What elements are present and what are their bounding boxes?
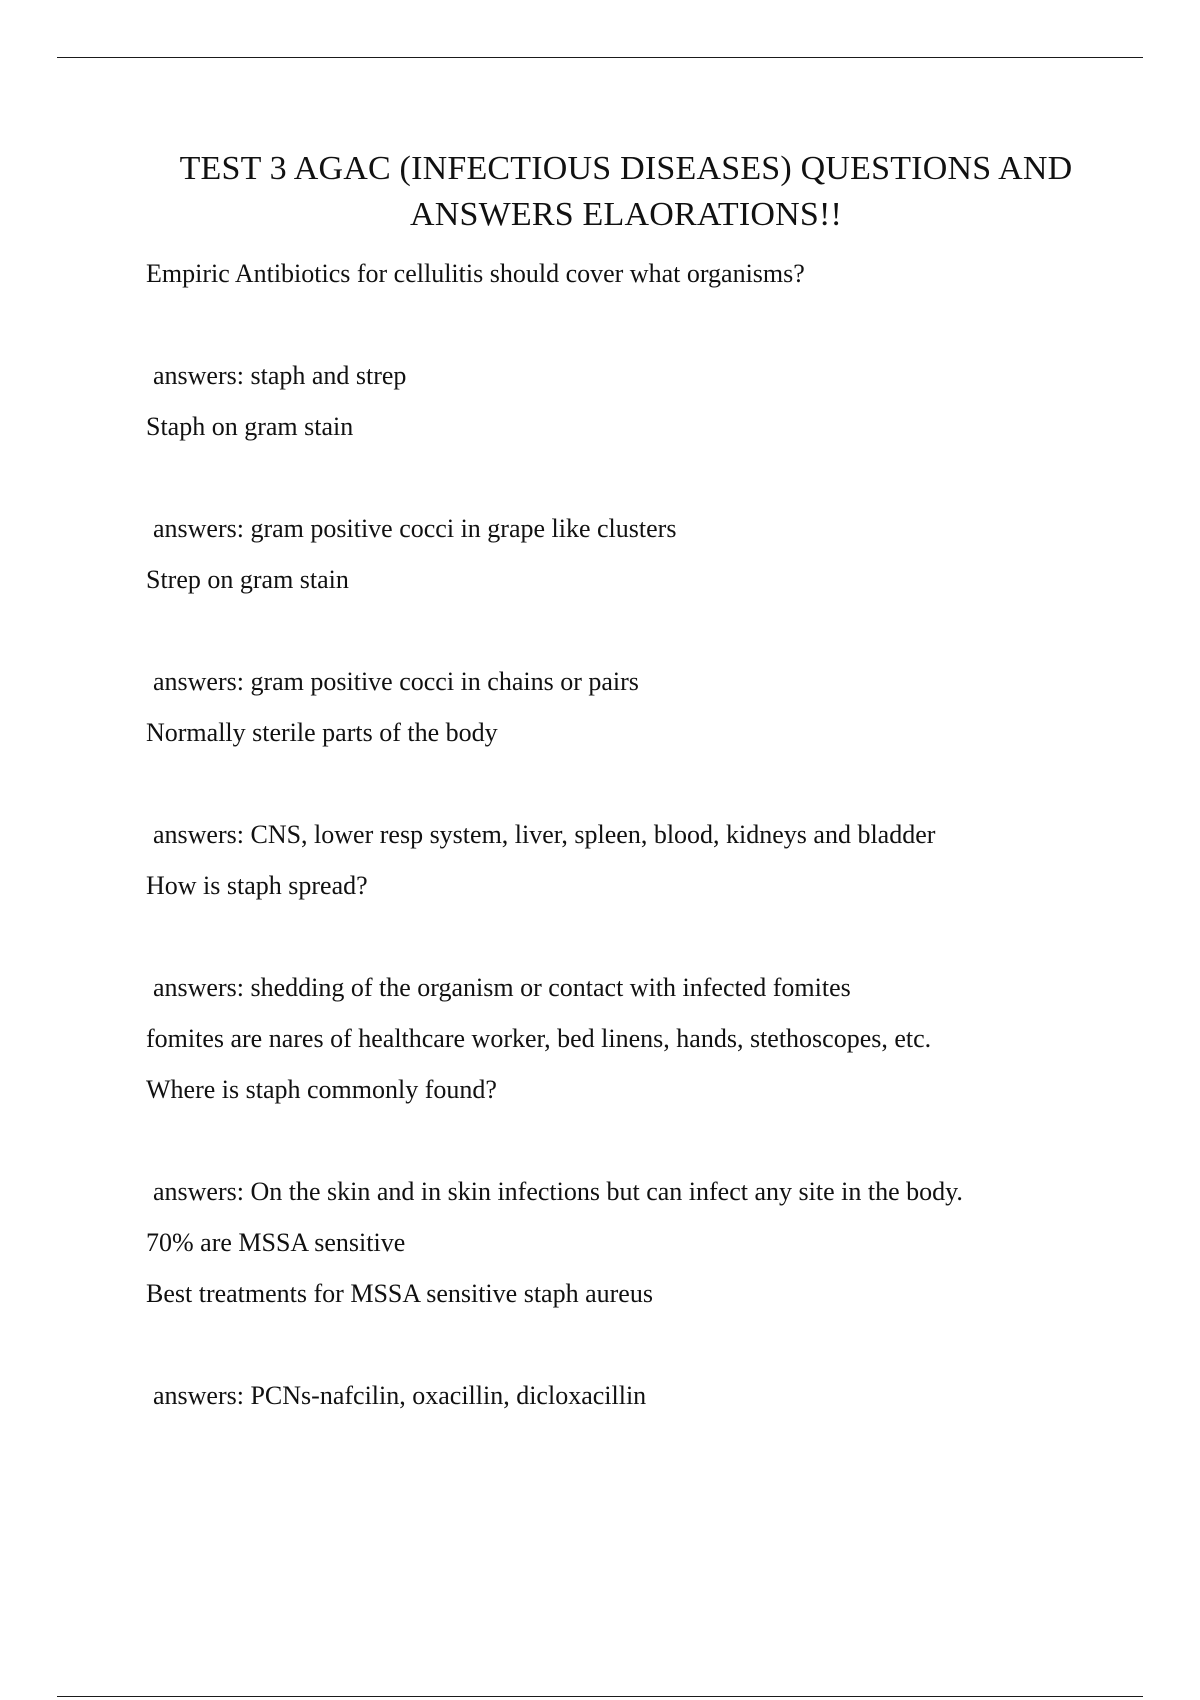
answer-text: answers: staph and strep (153, 361, 407, 390)
question-text: Where is staph commonly found? (146, 1075, 497, 1104)
answer-text: answers: gram positive cocci in chains or pairs (153, 667, 639, 696)
answer-text: answers: CNS, lower resp system, liver, spleen, blood, kidneys and bladder (153, 820, 936, 849)
answer-text: answers: On the skin and in skin infections but can infect any site in the body. (153, 1177, 963, 1206)
page-bottom-rule (57, 1696, 1143, 1697)
note-text: 70% are MSSA sensitive (146, 1228, 406, 1257)
question-text: Strep on gram stain (146, 565, 349, 594)
question-text: Best treatments for MSSA sensitive staph aureus (146, 1279, 653, 1308)
document-body (146, 146, 1106, 1421)
answer-text: answers: gram positive cocci in grape like clusters (153, 514, 677, 543)
question-text: Normally sterile parts of the body (146, 718, 498, 747)
document-title: TEST 3 AGAC (INFECTIOUS DISEASES) QUESTIONS AND ANSWERS ELAORATIONS!! (179, 150, 1073, 233)
question-text: Empiric Antibiotics for cellulitis should cover what organisms? (146, 259, 805, 288)
answer-text: answers: shedding of the organism or contact with infected fomites (153, 973, 851, 1002)
page-top-rule (57, 57, 1143, 58)
note-text: fomites are nares of healthcare worker, bed linens, hands, stethoscopes, etc. (146, 1024, 932, 1053)
question-text: Staph on gram stain (146, 412, 354, 441)
answer-text: answers: PCNs-nafcilin, oxacillin, dicloxacillin (153, 1381, 647, 1410)
qa-list (146, 248, 1106, 1421)
question-text: How is staph spread? (146, 871, 368, 900)
